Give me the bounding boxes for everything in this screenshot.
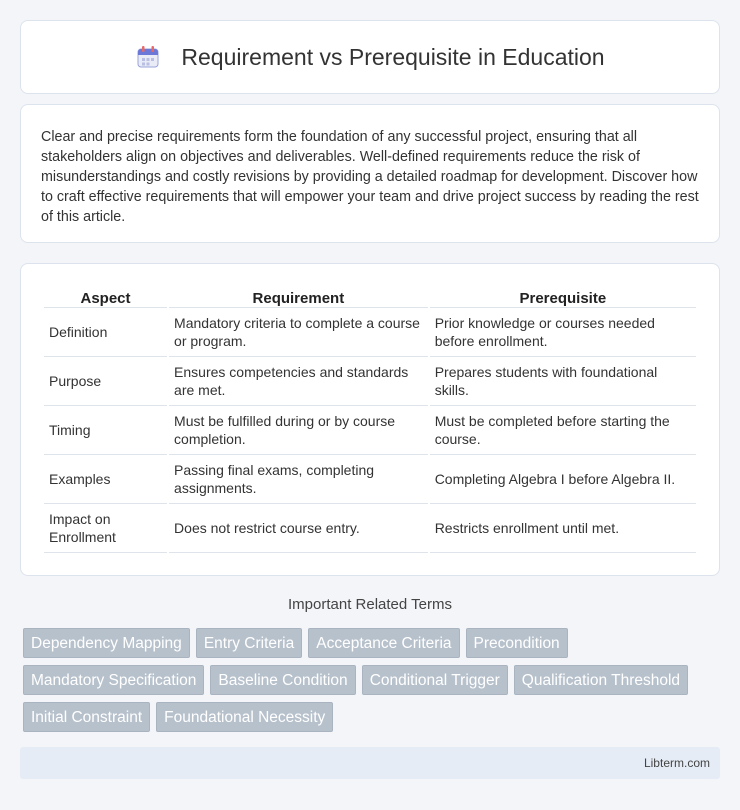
header-card <box>20 20 720 94</box>
cell-aspect: Definition <box>44 308 167 357</box>
cell-aspect: Purpose <box>44 357 167 406</box>
cell-prerequisite: Completing Algebra I before Algebra II. <box>430 455 696 504</box>
tag-baseline-condition[interactable]: Baseline Condition <box>210 665 355 695</box>
cell-requirement: Ensures competencies and standards are met. <box>169 357 428 406</box>
table-row <box>44 455 696 504</box>
tag-dependency-mapping[interactable]: Dependency Mapping <box>23 628 190 658</box>
tag-conditional-trigger[interactable]: Conditional Trigger <box>362 665 508 695</box>
cell-prerequisite: Restricts enrollment until met. <box>430 504 696 553</box>
related-terms-heading: Important Related Terms <box>288 596 452 613</box>
cell-prerequisite: Prior knowledge or courses needed before enrollment. <box>430 308 696 357</box>
tag-foundational-necessity[interactable]: Foundational Necessity <box>156 702 333 732</box>
cell-prerequisite: Prepares students with foundational skills. <box>430 357 696 406</box>
header-prerequisite: Prerequisite <box>430 284 696 308</box>
tag-qualification-threshold[interactable]: Qualification Threshold <box>514 665 688 695</box>
table-row <box>44 504 696 553</box>
cell-prerequisite: Must be completed before starting the course. <box>430 406 696 455</box>
comparison-table-card <box>20 263 720 576</box>
tag-acceptance-criteria[interactable]: Acceptance Criteria <box>308 628 459 658</box>
comparison-table <box>42 284 698 553</box>
tag-entry-criteria[interactable]: Entry Criteria <box>196 628 302 658</box>
cell-requirement: Passing final exams, completing assignments. <box>169 455 428 504</box>
cell-requirement: Must be fulfilled during or by course completion. <box>169 406 428 455</box>
tag-initial-constraint[interactable]: Initial Constraint <box>23 702 150 732</box>
cell-aspect: Examples <box>44 455 167 504</box>
table-row <box>44 357 696 406</box>
page-title: Requirement vs Prerequisite in Education <box>181 43 605 70</box>
cell-requirement: Does not restrict course entry. <box>169 504 428 553</box>
cell-requirement: Mandatory criteria to complete a course or program. <box>169 308 428 357</box>
calendar-icon <box>135 44 161 70</box>
footer-site-link[interactable]: Libterm.com <box>643 756 710 770</box>
intro-card <box>20 104 720 243</box>
footer <box>20 747 720 779</box>
cell-aspect: Timing <box>44 406 167 455</box>
table-row <box>44 406 696 455</box>
tag-precondition[interactable]: Precondition <box>466 628 568 658</box>
header-aspect: Aspect <box>44 284 167 308</box>
table-header-row <box>44 284 696 308</box>
intro-text: Clear and precise requirements form the foundation of any successful project, ensuring that all stakeholders align on objectives and deliverables. Well-defined requirements reduce the risk of misunderstandings and costly revisions by providing a detailed roadmap for development. Discover how to craft effective requirements that will empower your team and drive project success by reading the rest of this article. <box>41 129 699 225</box>
related-terms-tags <box>23 628 723 732</box>
table-row <box>44 308 696 357</box>
cell-aspect: Impact on Enrollment <box>44 504 167 553</box>
header-requirement: Requirement <box>169 284 428 308</box>
tag-mandatory-specification[interactable]: Mandatory Specification <box>23 665 204 695</box>
